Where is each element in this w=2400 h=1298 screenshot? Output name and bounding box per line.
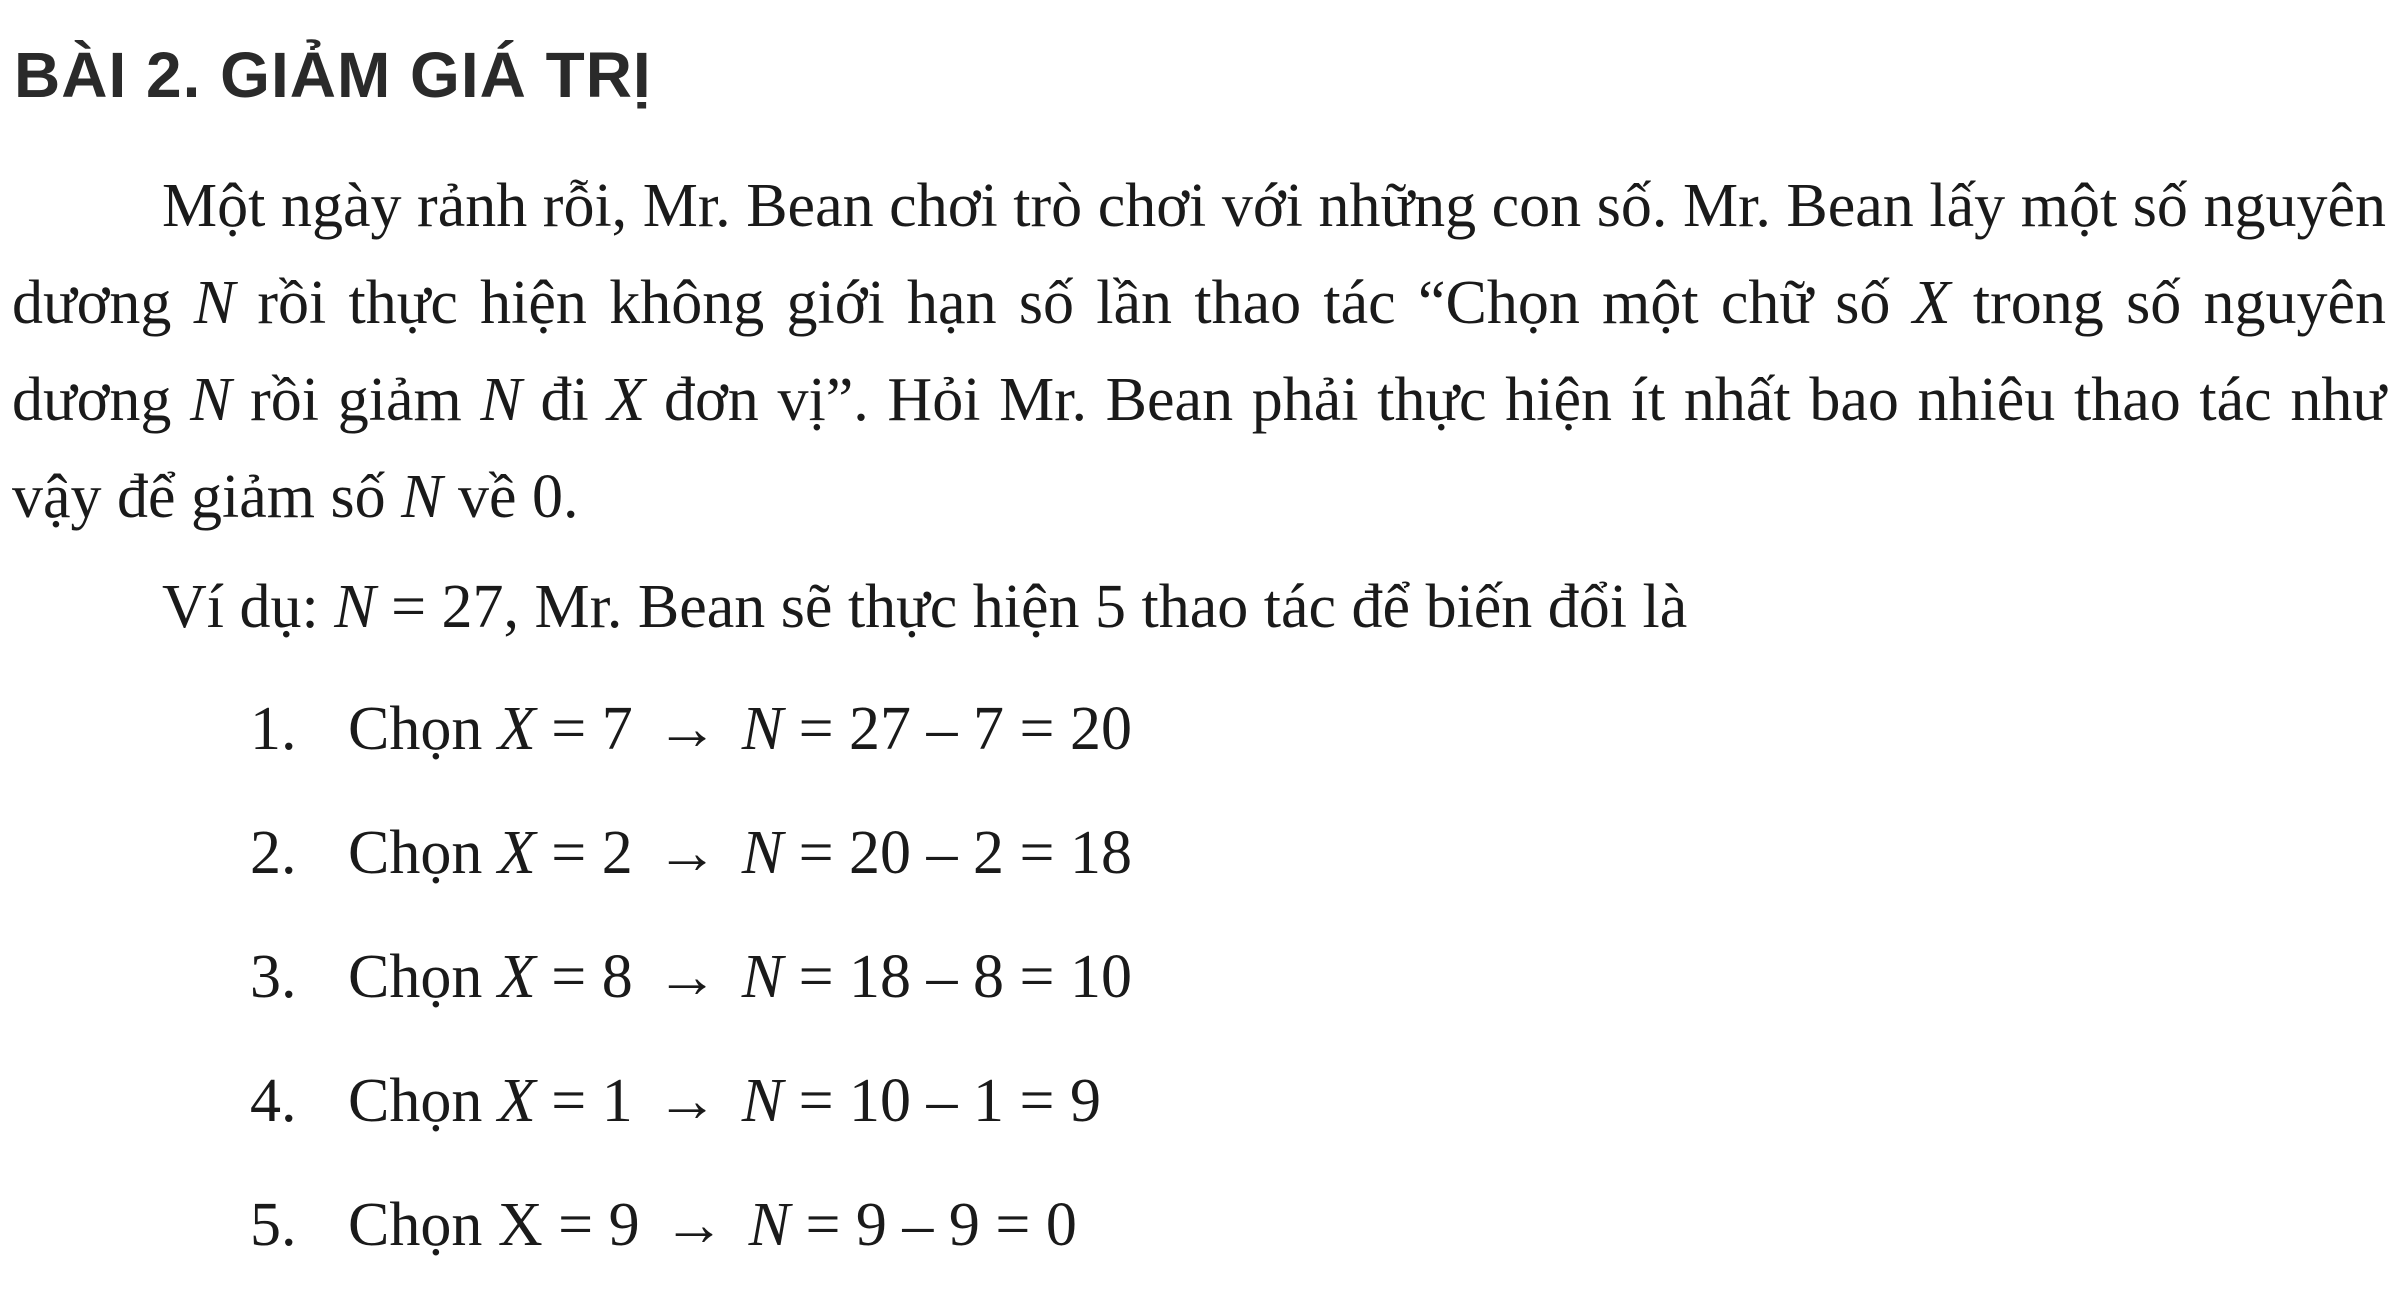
math-variable: N (480, 366, 522, 434)
math-variable-upright: X (497, 1191, 543, 1259)
step-expression: = 18 – 8 = 10 (783, 943, 1132, 1011)
math-variable: N (748, 1191, 790, 1259)
arrow-icon: → (656, 943, 719, 1011)
example-text: = 27, Mr. Bean sẽ thực hiện 5 thao tác để biến đổi là (375, 573, 1688, 641)
step-expression: = 27 – 7 = 20 (783, 695, 1132, 763)
math-variable: X (607, 366, 646, 434)
statement-text: trong số nguyên dương (12, 269, 2387, 434)
step-choose: Chọn (348, 819, 498, 887)
statement-text: về 0. (442, 463, 579, 531)
math-variable: N (193, 269, 236, 337)
math-variable: X (1912, 269, 1951, 337)
math-variable: N (190, 366, 232, 434)
list-item (250, 694, 1132, 818)
steps-list (250, 694, 1132, 1298)
math-variable: X (497, 943, 536, 1011)
step-expression: = 10 – 1 = 9 (783, 1067, 1101, 1135)
step-number: 2. (250, 819, 297, 887)
step-number: 3. (250, 943, 297, 1011)
example-prefix: Ví dụ: (162, 573, 335, 641)
step-digit: = 2 (535, 819, 633, 887)
problem-statement (12, 158, 2386, 546)
arrow-icon: → (656, 819, 719, 887)
list-item (250, 1066, 1132, 1190)
step-number: 4. (250, 1067, 297, 1135)
step-digit: = 8 (535, 943, 633, 1011)
statement-text: đi (521, 366, 608, 434)
math-variable: X (497, 695, 536, 763)
step-digit: = 7 (535, 695, 633, 763)
arrow-icon: → (656, 1067, 719, 1135)
math-variable: N (741, 695, 784, 763)
math-variable: N (334, 573, 376, 641)
step-choose: Chọn (348, 1067, 498, 1135)
step-choose: Chọn (348, 943, 498, 1011)
step-choose: Chọn (348, 1191, 498, 1259)
step-expression: = 20 – 2 = 18 (783, 819, 1132, 887)
step-digit: = 1 (535, 1067, 633, 1135)
step-number: 5. (250, 1191, 297, 1259)
list-item (250, 942, 1132, 1066)
math-variable: X (497, 819, 536, 887)
statement-text: đơn vị”. Hỏi Mr. Bean phải thực hiện ít nhất bao nhiêu thao tác như vậy để giảm số (12, 366, 2386, 531)
step-digit: = 9 (542, 1191, 640, 1259)
step-choose: Chọn (348, 695, 498, 763)
statement-text: rồi thực hiện không giới hạn số lần thao tác “Chọn một chữ số (235, 269, 1913, 337)
step-expression: = 9 – 9 = 0 (789, 1191, 1077, 1259)
statement-text: Một ngày rảnh rỗi, Mr. Bean chơi trò chơi với những con số. Mr. Bean lấy một số nguyên dương (12, 172, 2386, 337)
statement-text: rồi giảm (231, 366, 481, 434)
math-variable: N (741, 943, 784, 1011)
example-line (162, 572, 1687, 643)
math-variable: N (401, 463, 443, 531)
math-variable: N (741, 1067, 784, 1135)
math-variable: X (497, 1067, 536, 1135)
list-item (250, 818, 1132, 942)
problem-title: BÀI 2. GIẢM GIÁ TRỊ (14, 39, 652, 111)
step-number: 1. (250, 695, 297, 763)
arrow-icon: → (656, 695, 719, 763)
list-item (250, 1190, 1132, 1298)
arrow-icon: → (663, 1191, 726, 1259)
math-variable: N (741, 819, 784, 887)
